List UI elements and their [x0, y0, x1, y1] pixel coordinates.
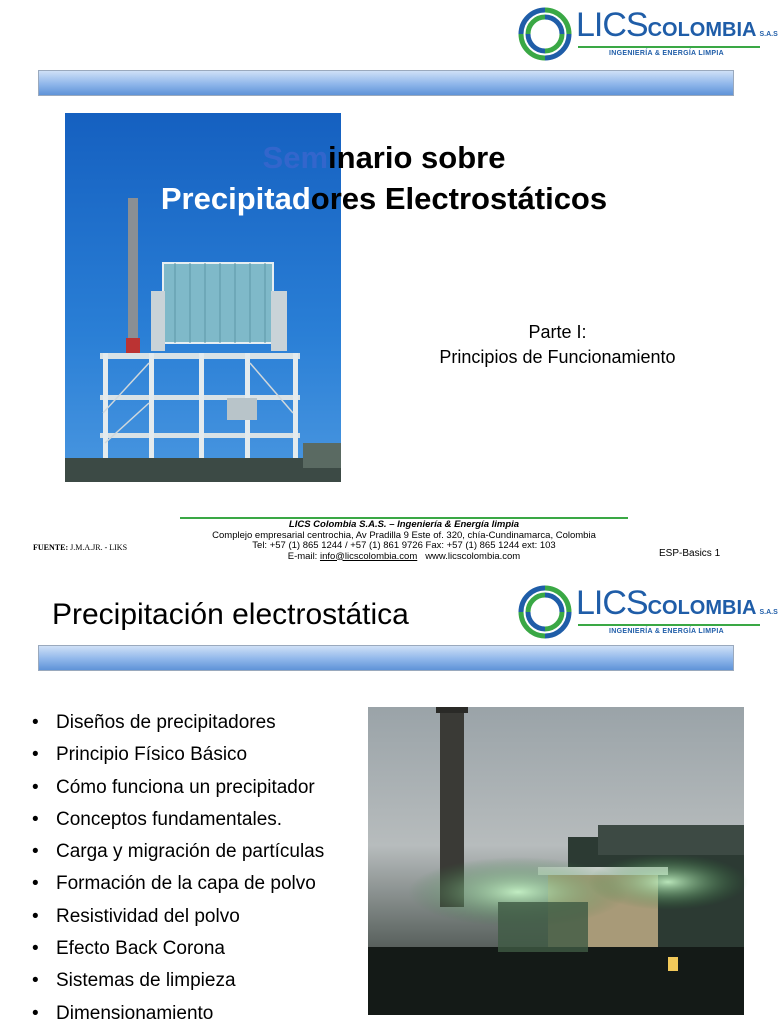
slide1-title-line1 [0, 140, 768, 176]
brand-colombia: COLOMBIA [647, 19, 757, 41]
header-bar [38, 70, 734, 96]
list-item: • Sistemas de limpieza [30, 965, 324, 997]
lics-colombia-logo-2 [514, 582, 778, 642]
brand-colombia-2: COLOMBIA [647, 597, 757, 619]
title-line1-rest: inario sobre [328, 140, 506, 175]
list-item: • Cómo funciona un precipitador [30, 772, 324, 804]
brand-name-2 [576, 584, 778, 623]
slide2-title: Precipitación electrostática [52, 598, 409, 631]
brand-sas-2: S.A.S [759, 609, 778, 616]
list-item: • Resistividad del polvo [30, 901, 324, 933]
title-line2-highlight: Precipitad [160, 181, 311, 216]
logo-divider [578, 46, 760, 48]
footer-address: Complejo empresarial centrochia, Av Pradilla 9 Este of. 320, chía-Cundinamarca, Colombia [212, 529, 596, 541]
industrial-plant-photo [368, 707, 744, 1015]
topic-list [30, 707, 324, 1030]
footer-phones: Tel: +57 (1) 865 1244 / +57 (1) 861 9726 Fax: +57 (1) 865 1244 ext: 103 [252, 540, 556, 551]
header-bar-2 [38, 645, 734, 671]
lics-colombia-logo [514, 4, 778, 64]
night-plant-image [368, 707, 744, 1015]
footer-company: LICS Colombia S.A.S. – Ingeniería & Energía limpia [288, 519, 520, 530]
email-link[interactable]: info@licscolombia.com [319, 550, 418, 562]
slide-number: ESP-Basics 1 [659, 548, 721, 559]
brand-lics-2: LICS [576, 584, 648, 622]
source-value: J.M.A.JR. - LIKS [70, 543, 128, 552]
part-subtitle: Principios de Funcionamiento [439, 347, 676, 367]
source-label: FUENTE: [33, 543, 69, 552]
website-link[interactable]: www.licscolombia.com [425, 550, 521, 562]
email-label: E-mail: [287, 550, 320, 562]
list-item: • Formación de la capa de polvo [30, 868, 324, 900]
part-label: Parte I: [528, 322, 587, 342]
swirl-logo-icon [514, 582, 576, 642]
swirl-logo-icon [514, 4, 576, 64]
title-line2-rest: ores Electrostáticos [310, 181, 608, 216]
brand-name [576, 6, 778, 45]
brand-tagline: INGENIERÍA & ENERGÍA LIMPIA [609, 50, 724, 57]
list-item: • Carga y migración de partículas [30, 836, 324, 868]
logo-divider-2 [578, 624, 760, 626]
slide-1 [0, 0, 778, 512]
brand-sas: S.A.S [759, 31, 778, 38]
list-item: • Efecto Back Corona [30, 933, 324, 965]
source-credit [33, 543, 127, 552]
brand-tagline-2: INGENIERÍA & ENERGÍA LIMPIA [609, 628, 724, 635]
slide1-title-line2 [0, 181, 768, 217]
list-item: • Principio Físico Básico [30, 739, 324, 771]
list-item: • Conceptos fundamentales. [30, 804, 324, 836]
title-line1-highlight: Sem [262, 140, 329, 175]
list-item: • Dimensionamiento [30, 998, 324, 1030]
footer-contact [180, 552, 628, 563]
footer-block [180, 520, 628, 562]
brand-lics: LICS [576, 6, 648, 44]
list-item: • Diseños de precipitadores [30, 707, 324, 739]
